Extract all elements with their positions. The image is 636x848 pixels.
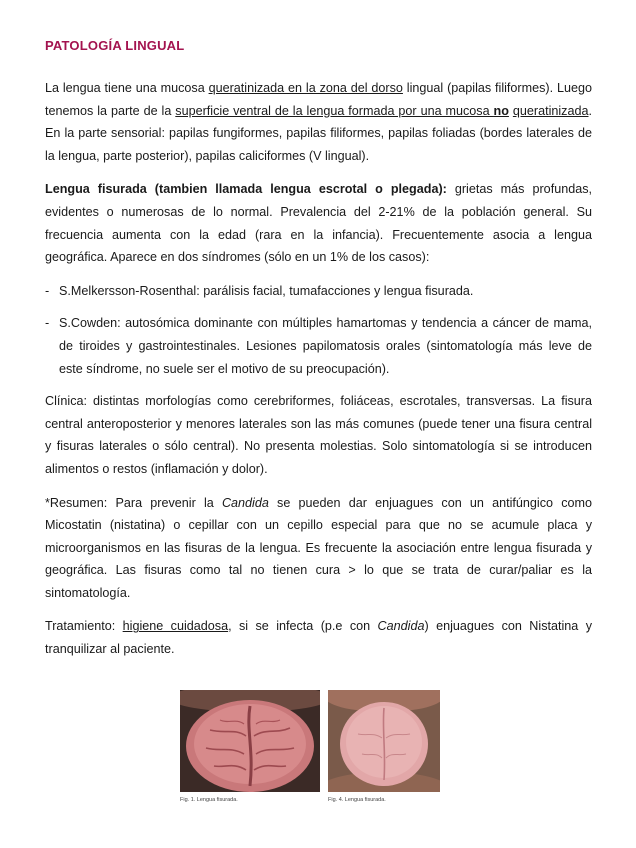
text-span: , si se infecta (p.e con: [228, 619, 378, 634]
paragraph-tratamiento: [45, 615, 592, 660]
figure-fissured-tongue-1: [180, 690, 320, 792]
text-span: superficie ventral de la lengua formada por una mucosa: [175, 103, 494, 118]
fissured-tongue-photo: [180, 690, 320, 792]
text-span: lingual (papilas filiformes). Luego tenemos la parte de la: [45, 81, 592, 118]
paragraph-fissured-tongue: [45, 178, 592, 268]
underlined-text: [175, 104, 509, 118]
underlined-text: queratinizada: [512, 103, 589, 118]
text-span: ) enjuagues con Nistatina y tranquilizar al paciente.: [45, 619, 593, 657]
paragraph-intro: [45, 77, 592, 167]
paragraph-resumen: [45, 492, 592, 605]
paragraph-clinica: Clínica: distintas morfologías como cerebriformes, foliáceas, escrotales, transversas. La fisura central anteroposterior y menores laterales son las más comunes (puede tener una fisura central y fisuras laterales o sólo central). No presenta molestias. Solo sintomatología si se introducen alimentos o restos (inflamación y dolor).: [45, 394, 592, 476]
document-body: [45, 77, 592, 672]
figure-fissured-tongue-2: [328, 690, 440, 792]
fissured-tongue-photo: [328, 690, 440, 792]
text-span: *Resumen: Para prevenir la: [45, 495, 222, 510]
text-span: La lengua tiene una mucosa: [45, 81, 209, 95]
text-span: se pueden dar enjuagues con un antifúngico como Micostatin (nistatina) o cepillar con un cepillo especial para que no se acumule placa y microorganismos en las fisuras de la lengua. Es frecuente la asociación entre lengua fisurada y geográfica. Las fisuras como tal no tienen cura > lo que se trata de curar/paliar es la sintomatología.: [45, 495, 592, 600]
list-item: [45, 280, 592, 303]
list-item: [45, 312, 592, 380]
underlined-text: higiene cuidadosa: [122, 619, 229, 634]
bold-text: no: [493, 103, 509, 118]
bullet-dash: -: [45, 283, 50, 298]
bold-heading-text: Lengua fisurada (tambien llamada lengua escrotal o plegada):: [45, 182, 447, 197]
text-span: . En la parte sensorial: papilas fungiformes, papilas filiformes, papilas foliadas (bordes laterales de la lengua, parte posterior), papilas caliciformes (V lingual).: [45, 103, 592, 163]
italic-text: Candida: [221, 495, 269, 510]
list-item-text: S.Cowden: autosómica dominante con múltiples hamartomas y tendencia a cáncer de mama, de tiroides y gastrointestinales. Lesiones papilomatosis orales (sintomatología más leve de este síndrome, no suele ser el motivo de su preocupación).: [59, 316, 592, 376]
page-title: PATOLOGÍA LINGUAL: [45, 38, 185, 53]
figure-caption: Fig. 1. Lengua fisurada.: [180, 797, 238, 803]
text-span: grietas más profundas, evidentes o numerosas de lo normal. Prevalencia del 2-21% de la población general. Su frecuencia aumenta con la edad (rara en la infancia). Frecuentemente asocia a lengua geográfica. Aparece en dos síndromes (sólo en un 1% de los casos):: [45, 182, 593, 265]
list-item-text: S.Melkersson-Rosenthal: parálisis facial, tumafacciones y lengua fisurada.: [59, 283, 474, 298]
bullet-dash: -: [45, 316, 50, 331]
figure-caption: Fig. 4. Lengua fisurada.: [328, 797, 386, 803]
figures: [180, 690, 440, 810]
underlined-text: queratinizada en la zona del dorso: [208, 81, 403, 95]
italic-text: Candida: [377, 619, 425, 634]
text-span: Tratamiento:: [45, 619, 123, 634]
